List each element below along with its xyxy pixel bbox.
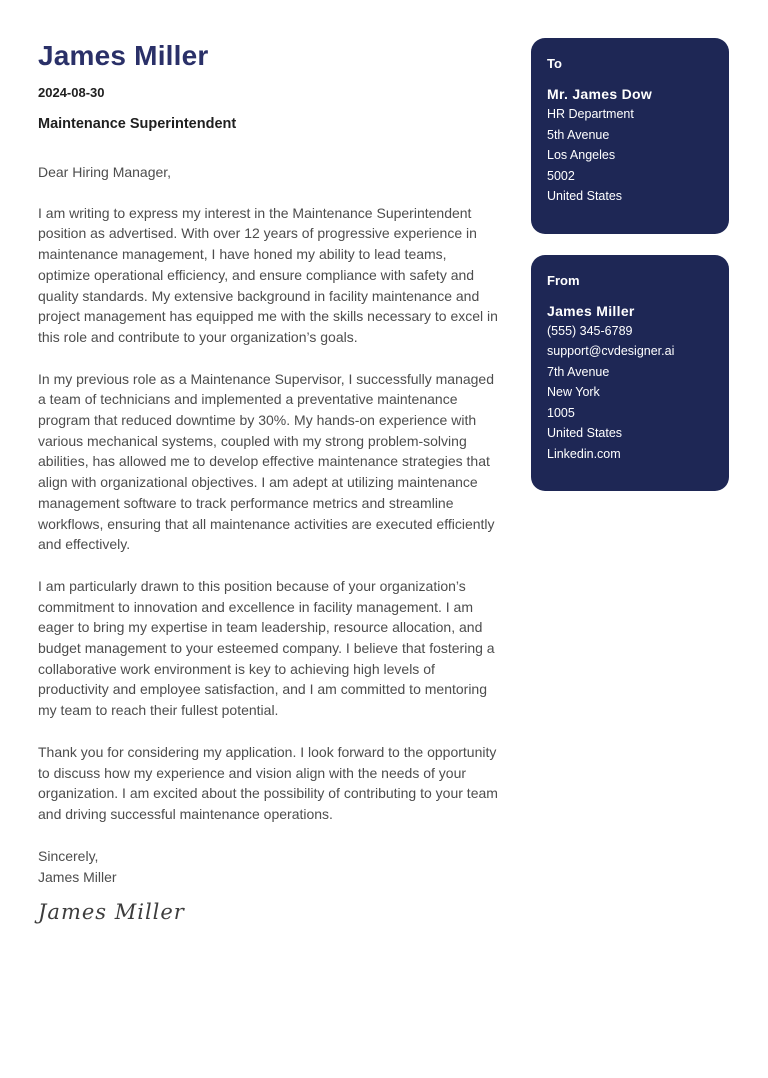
- letter-paragraph: Thank you for considering my application. I look forward to the opportunity to discuss how my experience and vision align with the needs of your organization. I am excited about the possibility of contributing to your team and driving successful maintenance operations.: [38, 743, 498, 822]
- salutation: Dear Hiring Manager,: [38, 164, 172, 180]
- signer-name: James Miller: [38, 868, 117, 885]
- closing-block: [38, 846, 500, 888]
- letter-column: [38, 40, 500, 924]
- sender-country: United States: [547, 426, 623, 440]
- letter-paragraph: I am writing to express my interest in the Maintenance Superintendent position as advertised. With over 12 years of progressive experience in maintenance management, I have honed my ability to lead teams, optimize operational efficiency, and ensure compliance with safety and quality standards. My extensive background in facility maintenance and project management has equipped me with the skills necessary to excel in this role and contribute to your organization’s goals.: [38, 204, 498, 345]
- recipient-city: Los Angeles: [547, 148, 616, 162]
- recipient-name: Mr. James Dow: [547, 86, 653, 102]
- recipient-postal-code: 5002: [547, 168, 575, 183]
- recipient-card-label: To: [547, 56, 562, 71]
- letter-paragraph: I am particularly drawn to this position because of your organization’s commitment to innovation and excellence in facility management. I am eager to bring my expertise in team leadership, resource allocation, and budget management to your esteemed company. I believe that fostering a collaborative work environment is key to achieving high levels of productivity and employee satisfaction, and I am committed to mentoring my team to reach their fullest potential.: [38, 577, 495, 719]
- closing-word: Sincerely,: [38, 847, 99, 864]
- handwritten-signature: James Miller: [38, 899, 185, 924]
- sender-name: James Miller: [547, 302, 635, 319]
- letter-date: 2024-08-30: [38, 85, 105, 100]
- sender-email-link[interactable]: support@cvdesigner.ai: [547, 344, 675, 358]
- recipient-street: 5th Avenue: [547, 127, 610, 142]
- candidate-name-heading: James Miller: [38, 40, 209, 71]
- letter-paragraph: In my previous role as a Maintenance Supervisor, I successfully managed a team of technicians and implemented a preventative maintenance program that reduced downtime by 30%. My hands-on experience with various mechanical systems, coupled with my strong problem-solving abilities, has allowed me to develop effective maintenance strategies that align with organizational objectives. I am adept at utilizing maintenance management software to track performance metrics and streamline workflows, ensuring that all maintenance activities are executed efficiently and effectively.: [38, 370, 495, 553]
- job-title: Maintenance Superintendent: [38, 116, 237, 132]
- sender-postal-code: 1005: [547, 405, 575, 420]
- recipient-country: United States: [547, 189, 623, 203]
- contact-cards-column: [531, 38, 729, 491]
- sender-linkedin-link[interactable]: Linkedin.com: [547, 446, 621, 461]
- sender-phone: (555) 345-6789: [547, 323, 633, 338]
- recipient-card: [531, 38, 729, 234]
- recipient-department: HR Department: [547, 107, 634, 121]
- sender-city: New York: [547, 385, 600, 399]
- sender-street: 7th Avenue: [547, 364, 610, 379]
- sender-card-label: From: [547, 272, 580, 288]
- sender-card: [531, 255, 729, 492]
